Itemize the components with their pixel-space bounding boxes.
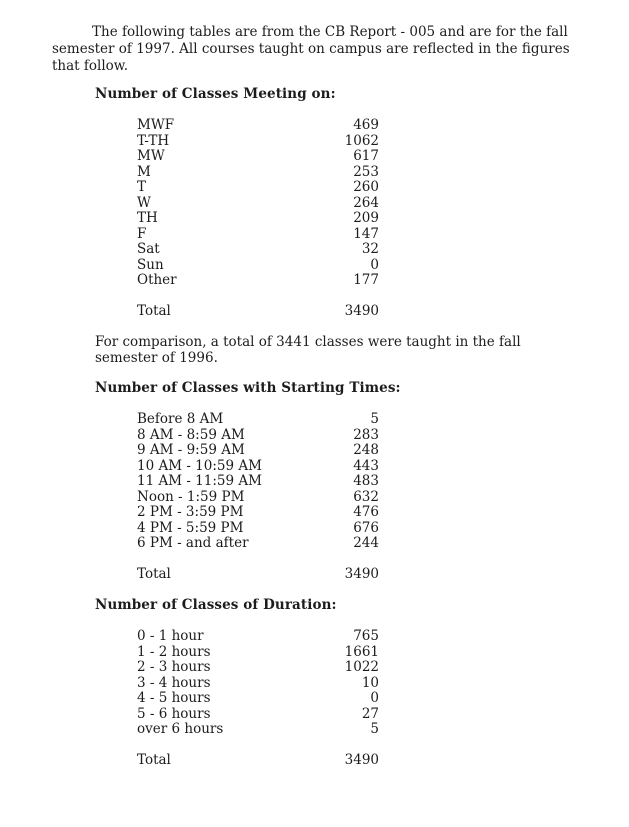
table-row bbox=[137, 520, 379, 536]
row-value: 469 bbox=[353, 117, 379, 133]
row-label: 0 - 1 hour bbox=[137, 628, 204, 644]
total-label: Total bbox=[137, 303, 171, 319]
row-value: 253 bbox=[353, 163, 379, 180]
table-row bbox=[137, 272, 379, 288]
total-value: 3490 bbox=[344, 566, 379, 582]
row-label: 4 - 5 hours bbox=[137, 690, 211, 706]
row-label: Before 8 AM bbox=[137, 411, 224, 427]
intro-paragraph: The following tables are from the CB Report - 005 and are for the fall semester of 1997. All courses taught on campus are reflected in the figures that follow. bbox=[52, 24, 570, 74]
row-label: 1 - 2 hours bbox=[137, 643, 211, 660]
row-value: 1062 bbox=[344, 132, 379, 149]
row-value: 676 bbox=[353, 519, 379, 536]
row-value: 443 bbox=[353, 457, 379, 474]
comparison-paragraph: For comparison, a total of 3441 classes were taught in the fall semester of 1996. bbox=[95, 334, 521, 366]
table-row bbox=[137, 226, 379, 242]
row-value: 10 bbox=[361, 674, 379, 691]
row-label: TH bbox=[137, 210, 158, 226]
row-label: M bbox=[137, 163, 151, 180]
row-label: 11 AM - 11:59 AM bbox=[137, 473, 262, 489]
row-value: 147 bbox=[353, 225, 379, 242]
table-row bbox=[137, 644, 379, 660]
total-value: 3490 bbox=[344, 303, 379, 319]
row-value: 260 bbox=[353, 179, 379, 195]
table-row bbox=[137, 117, 379, 133]
row-label: F bbox=[137, 225, 147, 242]
row-value: 483 bbox=[353, 473, 379, 489]
row-label: Sun bbox=[137, 256, 164, 273]
row-value: 476 bbox=[353, 504, 379, 520]
row-label: T-TH bbox=[137, 132, 170, 149]
table-row bbox=[137, 148, 379, 164]
table-row bbox=[137, 179, 379, 195]
table-row bbox=[137, 427, 379, 443]
row-value: 0 bbox=[370, 690, 379, 706]
row-value: 209 bbox=[353, 210, 379, 226]
row-label: MWF bbox=[137, 117, 175, 133]
row-value: 632 bbox=[353, 488, 379, 505]
table-row bbox=[137, 195, 379, 211]
total-row bbox=[137, 566, 379, 582]
row-value: 283 bbox=[353, 426, 379, 443]
row-label: MW bbox=[137, 148, 165, 164]
table-row bbox=[137, 659, 379, 675]
row-label: 3 - 4 hours bbox=[137, 674, 211, 691]
row-value: 32 bbox=[361, 241, 379, 257]
table-row bbox=[137, 442, 379, 458]
table-row bbox=[137, 489, 379, 505]
table-row bbox=[137, 721, 379, 737]
meeting-heading: Number of Classes Meeting on: bbox=[95, 86, 336, 102]
row-value: 5 bbox=[370, 411, 379, 427]
row-label: 4 PM - 5:59 PM bbox=[137, 519, 244, 536]
table-row bbox=[137, 164, 379, 180]
row-value: 27 bbox=[361, 705, 379, 722]
row-value: 0 bbox=[370, 256, 379, 273]
row-value: 177 bbox=[353, 272, 379, 288]
total-label: Total bbox=[137, 566, 171, 582]
row-value: 1022 bbox=[344, 659, 379, 675]
table-row bbox=[137, 241, 379, 257]
table-row bbox=[137, 133, 379, 149]
row-value: 765 bbox=[353, 628, 379, 644]
duration-heading: Number of Classes of Duration: bbox=[95, 597, 337, 613]
total-label: Total bbox=[137, 752, 171, 768]
row-label: 10 AM - 10:59 AM bbox=[137, 457, 262, 474]
row-label: 8 AM - 8:59 AM bbox=[137, 426, 245, 443]
total-row bbox=[137, 752, 379, 768]
row-label: 6 PM - and after bbox=[137, 535, 249, 551]
total-value: 3490 bbox=[344, 752, 379, 768]
row-label: Noon - 1:59 PM bbox=[137, 488, 245, 505]
row-value: 264 bbox=[353, 194, 379, 211]
row-label: Other bbox=[137, 272, 177, 288]
row-value: 5 bbox=[370, 721, 379, 737]
row-value: 248 bbox=[353, 442, 379, 458]
table-row bbox=[137, 675, 379, 691]
row-label: T bbox=[137, 179, 147, 195]
row-label: 9 AM - 9:59 AM bbox=[137, 442, 245, 458]
row-label: over 6 hours bbox=[137, 721, 224, 737]
row-label: 2 - 3 hours bbox=[137, 659, 211, 675]
row-value: 1661 bbox=[344, 643, 379, 660]
table-row bbox=[137, 535, 379, 551]
table-row bbox=[137, 473, 379, 489]
table-row bbox=[137, 690, 379, 706]
row-value: 617 bbox=[353, 148, 379, 164]
row-label: Sat bbox=[137, 241, 160, 257]
table-row bbox=[137, 210, 379, 226]
table-row bbox=[137, 411, 379, 427]
starting-heading: Number of Classes with Starting Times: bbox=[95, 380, 401, 396]
table-row bbox=[137, 257, 379, 273]
row-label: 2 PM - 3:59 PM bbox=[137, 504, 244, 520]
table-row bbox=[137, 504, 379, 520]
row-label: 5 - 6 hours bbox=[137, 705, 211, 722]
total-row bbox=[137, 303, 379, 319]
table-row bbox=[137, 458, 379, 474]
table-row bbox=[137, 706, 379, 722]
table-row bbox=[137, 628, 379, 644]
row-label: W bbox=[137, 194, 151, 211]
row-value: 244 bbox=[353, 535, 379, 551]
